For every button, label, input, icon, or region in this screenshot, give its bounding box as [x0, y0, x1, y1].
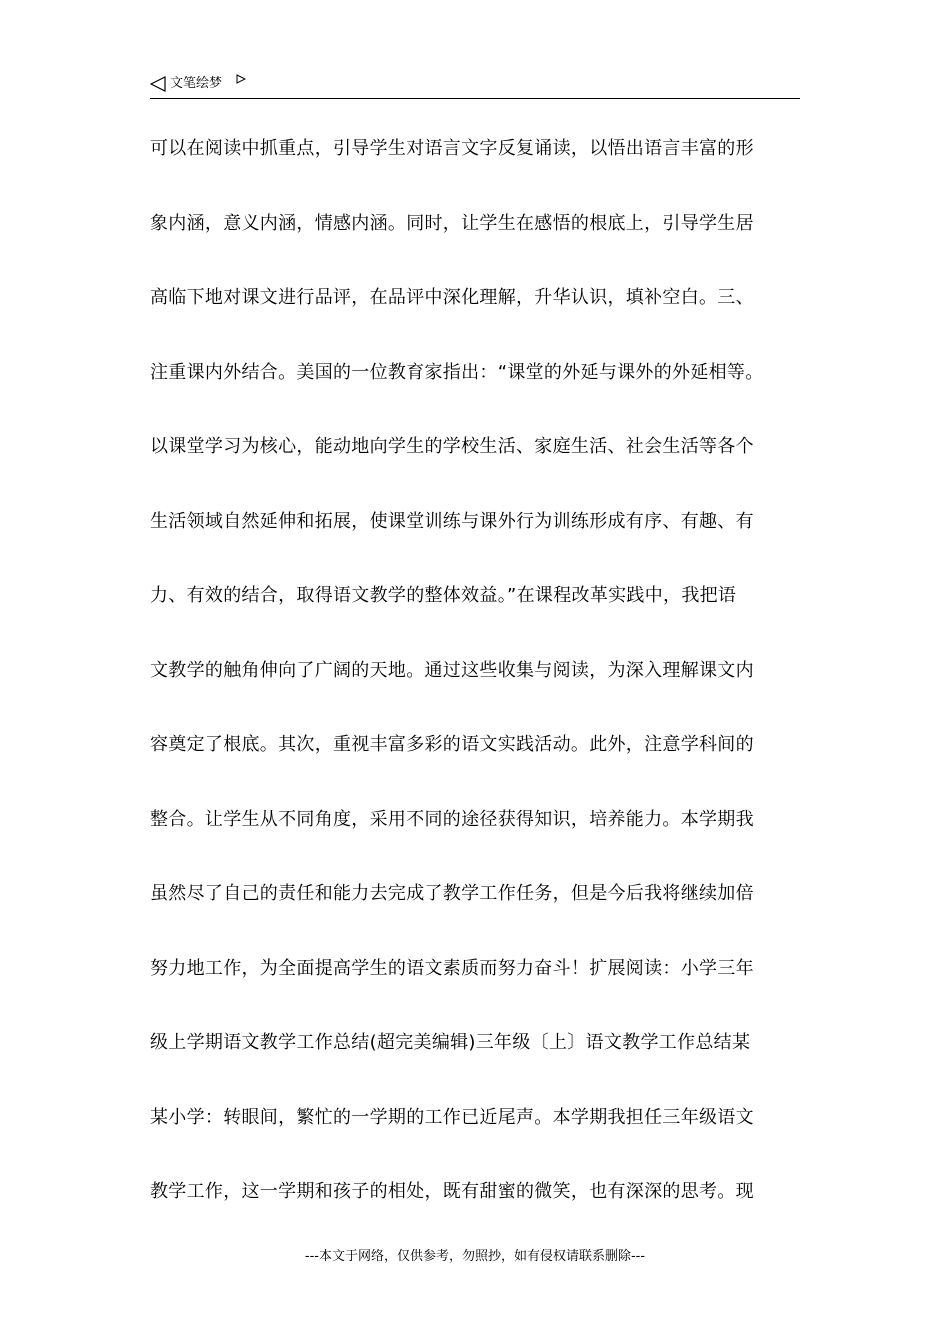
document-body: [150, 120, 800, 1238]
text-line: 级上学期语文教学工作总结(超完美编辑)三年级〔上〕语文教学工作总结某: [150, 1032, 751, 1053]
text-line: 努力地工作，为全面提高学生的语文素质而努力奋斗！扩展阅读：小学三年: [150, 957, 754, 979]
text-line: 象内涵，意义内涵，情感内涵。同时，让学生在感悟的根底上，引导学生居: [150, 212, 754, 234]
triangle-left-icon: [150, 76, 166, 92]
text-line: 力、有效的结合，取得语文教学的整体效益。”在课程改革实践中，我把语: [150, 585, 737, 606]
text-line: 可以在阅读中抓重点，引导学生对语言文字反复诵读，以悟出语言丰富的形: [150, 138, 754, 159]
page-header: [150, 72, 800, 99]
text-line: 某小学：转眼间，繁忙的一学期的工作已近尾声。本学期我担任三年级语文: [150, 1106, 754, 1128]
text-line: 虽然尽了自己的责任和能力去完成了教学工作任务，但是今后我将继续加倍: [150, 883, 754, 904]
text-line: 整合。让学生从不同角度，采用不同的途径获得知识，培养能力。本学期我: [150, 808, 754, 830]
text-line: 以课堂学习为核心，能动地向学生的学校生活、家庭生活、社会生活等各个: [150, 436, 754, 457]
text-line: 文教学的触角伸向了广阔的天地。通过这些收集与阅读，为深入理解课文内: [150, 659, 754, 681]
text-line: 高临下地对课文进行品评，在品评中深化理解，升华认识，填补空白。三、: [150, 287, 754, 308]
text-line: 生活领域自然延伸和拓展，使课堂训练与课外行为训练形成有序、有趣、有: [150, 510, 754, 532]
header-title: 文笔绘梦: [170, 76, 223, 91]
triangle-right-icon: [236, 74, 246, 84]
text-line: 注重课内外结合。美国的一位教育家指出：“课堂的外延与课外的外延相等。: [150, 361, 764, 383]
text-line: 容奠定了根底。其次，重视丰富多彩的语文实践活动。此外，注意学科间的: [150, 734, 754, 755]
page-footer: ---本文于网络，仅供参考，勿照抄，如有侵权请联系删除---: [304, 1249, 646, 1264]
text-line: 教学工作，这一学期和孩子的相处，既有甜蜜的微笑，也有深深的思考。现: [150, 1181, 754, 1202]
